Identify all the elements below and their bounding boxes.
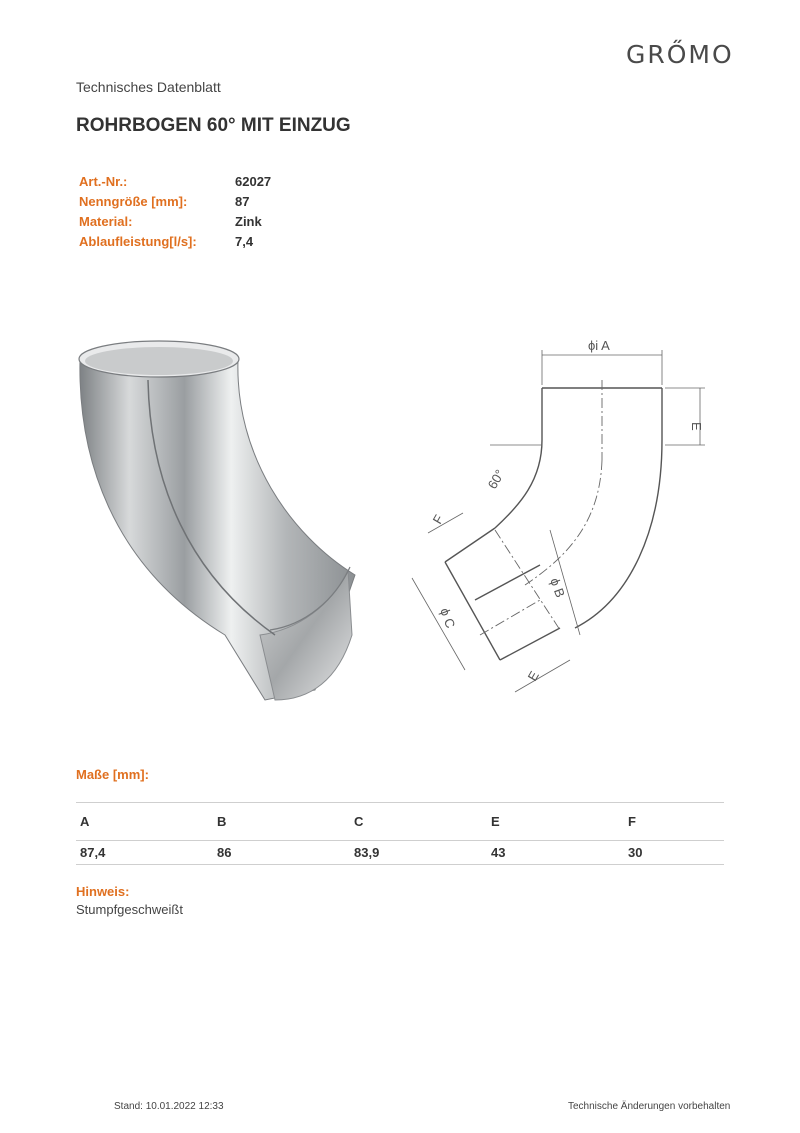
column-header: C (350, 803, 487, 841)
table-cell: 30 (624, 841, 724, 865)
note-text: Stumpfgeschweißt (76, 902, 183, 917)
table-cell: 86 (213, 841, 350, 865)
product-photo (70, 335, 360, 705)
spec-row-flow (79, 234, 271, 254)
table-cell: 83,9 (350, 841, 487, 865)
column-header: B (213, 803, 350, 841)
spec-list (79, 174, 271, 254)
spec-row-size (79, 194, 271, 214)
spec-value: 62027 (235, 174, 272, 189)
label-dim-b: ϕ B (547, 575, 568, 600)
technical-drawing (400, 330, 730, 700)
spec-label: Art.-Nr.: (79, 174, 128, 189)
spec-label: Ablaufleistung[l/s]: (79, 234, 197, 249)
footer-stand: Stand: 10.01.2022 12:33 (114, 1101, 224, 1112)
dimensions-table (76, 802, 724, 865)
label-dim-e-bottom: E (524, 668, 542, 684)
spec-value: 7,4 (235, 234, 254, 249)
spec-label: Nenngröße [mm]: (79, 194, 188, 209)
label-dim-e-top: E (689, 422, 704, 431)
spec-value: 87 (235, 194, 250, 209)
spec-label: Material: (79, 214, 133, 229)
label-angle: 60° (484, 466, 508, 492)
note-heading: Hinweis: (76, 884, 130, 899)
table-cell: 43 (487, 841, 624, 865)
column-header: F (624, 803, 724, 841)
document-type: Technisches Datenblatt (76, 79, 221, 95)
footer-disclaimer: Technische Änderungen vorbehalten (568, 1101, 731, 1112)
table-row (76, 841, 724, 865)
spec-row-material (79, 214, 271, 234)
table-header-row (76, 803, 724, 841)
brand-logo: GRŐMO (626, 40, 734, 69)
label-dim-c: ϕ C (437, 605, 459, 631)
spec-value: Zink (235, 214, 262, 229)
column-header: A (76, 803, 213, 841)
spec-row-article (79, 174, 271, 194)
table-cell: 87,4 (76, 841, 213, 865)
page-title: ROHRBOGEN 60° MIT EINZUG (76, 115, 351, 136)
label-dim-a: ϕi A (588, 338, 610, 353)
label-dim-f: F (429, 512, 447, 527)
column-header: E (487, 803, 624, 841)
dimensions-heading: Maße [mm]: (76, 767, 149, 782)
